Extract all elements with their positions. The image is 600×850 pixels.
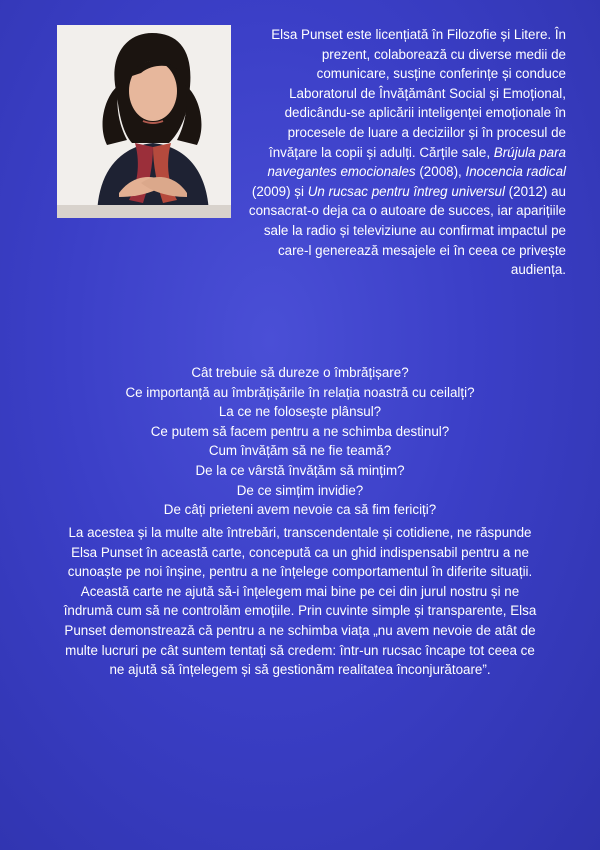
question-line: De câți prieteni avem nevoie ca să fim fericiți? <box>163 502 437 518</box>
bio-paragraph <box>246 25 566 280</box>
question-line: Ce importanță au îmbrățișările în relația noastră cu ceilalți? <box>125 384 475 400</box>
author-portrait-image <box>57 25 231 218</box>
author-bio <box>246 25 566 280</box>
author-photo <box>57 25 231 218</box>
question-line: La ce ne folosește plânsul? <box>218 404 382 420</box>
book-title: Inocencia radical <box>465 164 566 180</box>
question-line: Cum învățăm să ne fie teamă? <box>208 443 392 459</box>
questions-list <box>60 363 540 520</box>
bio-text: (2012) au consacrat-o deja ca o autoare de succes, iar aparițiile sale la radio și televiziune au confirmat impactul pe care-l generează mesajele ei în ceea ce privește audiența. <box>248 183 566 278</box>
bio-text: (2008), <box>415 164 466 180</box>
bio-text: Elsa Punset este licențiată în Filozofie și Litere. În prezent, colaborează cu diverse medii de comunicare, susține conferințe și conduce Laboratorul de Învățământ Social și Emoțional, dedicându-se aplicării inteligenței emoționale în procesele de luare a deciziilor și în procesul de învățare la copii și adulți. Cărțile sale, <box>269 27 566 160</box>
question-line: Cât trebuie să dureze o îmbrățișare? <box>191 365 409 380</box>
bio-text: (2009) și <box>251 183 308 199</box>
book-title: Brújula para navegantes emocionales <box>267 144 566 180</box>
book-title: Un rucsac pentru întreg universul <box>307 183 505 199</box>
book-description: La acestea și la multe alte întrebări, transcendentale și cotidiene, ne răspunde Elsa Punset în această carte, concepută ca un ghid indispensabil pentru a ne cunoaște pe noi înșine, pentru a ne înțelege comportamentul în diferite situații. Această carte ne ajută să-i înțelegem mai bine pe cei din jurul nostru și ne îndrumă cum să ne controlăm emoțiile. Prin cuvinte simple și transparente, Elsa Punset demonstrează că pentru a ne schimba viața „nu avem nevoie de atât de multe lucruri pe cât suntem tentați să credem: într-un rucsac încape tot ceea ce ne ajută să înțelegem și să gestionăm realitatea înconjurătoare”. <box>63 525 537 678</box>
question-line: De la ce vârstă învățăm să mințim? <box>195 462 405 478</box>
question-line: De ce simțim invidie? <box>236 482 364 498</box>
question-line: Ce putem să facem pentru a ne schimba destinul? <box>150 423 450 439</box>
